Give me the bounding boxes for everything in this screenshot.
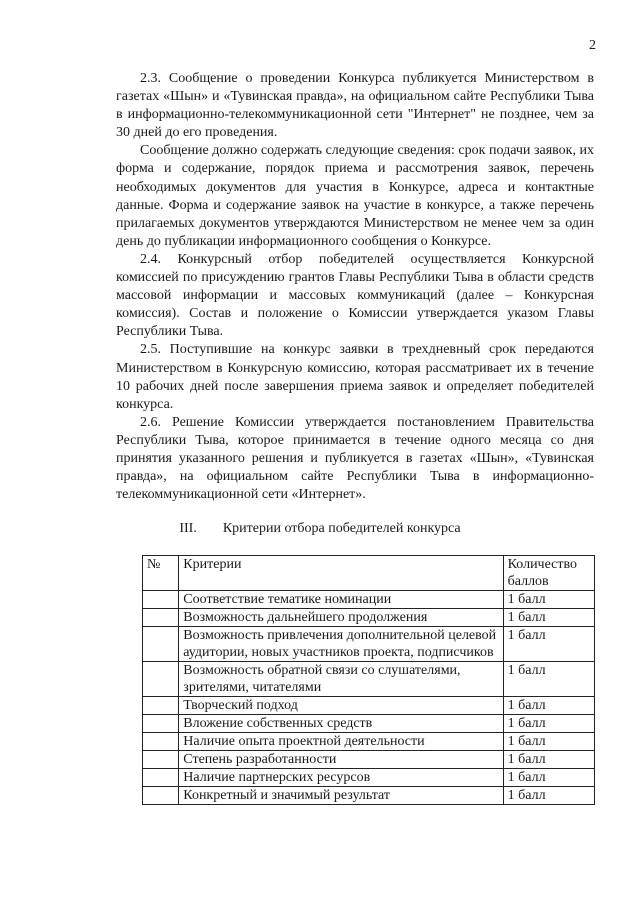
row-number: [143, 733, 179, 751]
row-criterion: Конкретный и значимый результат: [179, 787, 503, 805]
table-row: [143, 787, 595, 805]
row-score: 1 балл: [503, 627, 594, 662]
row-number: [143, 697, 179, 715]
row-criterion: Возможность обратной связи со слушателями, зрителями, читателями: [179, 662, 503, 697]
row-criterion: Наличие опыта проектной деятельности: [179, 733, 503, 751]
criteria-table: [142, 555, 595, 805]
paragraph-2-3: 2.3. Сообщение о проведении Конкурса публикуется Министерством в газетах «Шын» и «Тувинская правда», на официальном сайте Республики Тыва в информационно-телекоммуникационной сети "Интернет" не позднее, чем за 30 дней до его проведения.: [116, 71, 594, 141]
table-row: [143, 769, 595, 787]
section-heading: [0, 521, 640, 537]
table-row: [143, 733, 595, 751]
row-score: 1 балл: [503, 697, 594, 715]
row-score: 1 балл: [503, 609, 594, 627]
table-row: [143, 627, 595, 662]
row-criterion: Соответствие тематике номинации: [179, 591, 503, 609]
row-number: [143, 787, 179, 805]
section-title: Критерии отбора победителей конкурса: [222, 521, 461, 536]
table-row: [143, 697, 595, 715]
row-criterion: Вложение собственных средств: [179, 715, 503, 733]
row-score: 1 балл: [503, 751, 594, 769]
header-score: Количество баллов: [503, 556, 594, 591]
row-criterion: Наличие партнерских ресурсов: [179, 769, 503, 787]
row-score: 1 балл: [503, 769, 594, 787]
paragraph-announcement-content: Сообщение должно содержать следующие сведения: срок подачи заявок, их форма и содержание, порядок приема и рассмотрения заявок, перечень необходимых документов для участия в Конкурсе, адреса и контактные данные. Форма и содержание заявок на участие в конкурсе, а также перечень прилагаемых документов утверждаются Министерством не менее чем за один день до публикации информационного сообщения о Конкурсе.: [116, 143, 594, 249]
row-number: [143, 609, 179, 627]
row-score: 1 балл: [503, 733, 594, 751]
row-criterion: Творческий подход: [179, 697, 503, 715]
section-number: III.: [179, 521, 197, 536]
paragraph-2-5: 2.5. Поступившие на конкурс заявки в трехдневный срок передаются Министерством в Конкурсную комиссию, которая рассматривает их в течение 10 рабочих дней после завершения приема заявок и определяет победителей конкурса.: [116, 342, 594, 412]
row-number: [143, 591, 179, 609]
paragraph-2-6: 2.6. Решение Комиссии утверждается постановлением Правительства Республики Тыва, которое принимается в течение одного месяца со дня принятия указанного решения и публикуется в газетах «Шын», «Тувинская правда», на официальном сайте Республики Тыва в информационно-телекоммуникационной сети «Интернет».: [116, 414, 594, 503]
row-number: [143, 751, 179, 769]
row-number: [143, 715, 179, 733]
table-header-row: [143, 556, 595, 591]
header-criteria: Критерии: [179, 556, 503, 591]
paragraph-2-4: 2.4. Конкурсный отбор победителей осуществляется Конкурсной комиссией по присуждению грантов Главы Республики Тыва в области средств массовой информации и массовых коммуникаций (далее – Конкурсная комиссия). Состав и положение о Комиссии утверждается указом Главы Республики Тыва.: [116, 251, 594, 340]
page-number: 2: [589, 38, 596, 53]
table-row: [143, 751, 595, 769]
row-number: [143, 769, 179, 787]
row-score: 1 балл: [503, 662, 594, 697]
row-number: [143, 662, 179, 697]
table-row: [143, 609, 595, 627]
row-number: [143, 627, 179, 662]
body-text: [116, 70, 594, 504]
row-criterion: Степень разработанности: [179, 751, 503, 769]
table-row: [143, 591, 595, 609]
row-score: 1 балл: [503, 715, 594, 733]
table-row: [143, 715, 595, 733]
row-score: 1 балл: [503, 591, 594, 609]
table-row: [143, 662, 595, 697]
row-criterion: Возможность привлечения дополнительной целевой аудитории, новых участников проекта, подписчиков: [179, 627, 503, 662]
row-score: 1 балл: [503, 787, 594, 805]
header-number: №: [143, 556, 179, 591]
row-criterion: Возможность дальнейшего продолжения: [179, 609, 503, 627]
